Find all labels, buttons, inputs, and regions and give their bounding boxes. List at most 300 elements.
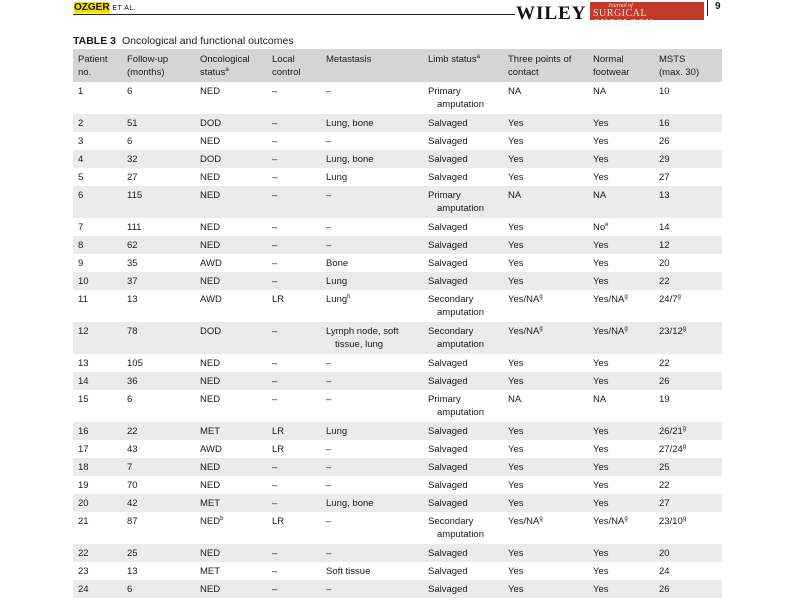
cell-text: NED — [200, 516, 221, 527]
table-cell — [73, 236, 122, 254]
cell-text: LR — [272, 516, 285, 527]
table-cell — [588, 562, 654, 580]
cell-text: Yes — [593, 444, 609, 455]
cell-text: 24/7 — [659, 294, 678, 305]
cell-text: NED — [200, 480, 221, 491]
table-cell — [195, 544, 267, 562]
table-cell — [588, 372, 654, 390]
cell-text: – — [272, 462, 278, 473]
table-cell — [73, 458, 122, 476]
cell-text: 23 — [78, 566, 89, 577]
cell-text: 26/21 — [659, 426, 683, 437]
table-cell — [503, 168, 588, 186]
table-cell — [267, 512, 321, 544]
cell-text: – — [272, 222, 278, 233]
cell-text: AWD — [200, 444, 222, 455]
table-cell — [321, 186, 423, 218]
cell-text: Yes — [508, 584, 524, 595]
table-cell — [122, 354, 195, 372]
cell-text: Yes — [508, 276, 524, 287]
table-cell — [423, 390, 503, 422]
cell-text: Salvaged — [428, 154, 468, 165]
table-cell — [267, 150, 321, 168]
table-cell — [588, 236, 654, 254]
cell-text: Yes — [508, 480, 524, 491]
cell-text: NED — [200, 240, 221, 251]
cell-text: 3 — [78, 136, 84, 147]
header-rule — [73, 14, 515, 15]
table-cell — [423, 580, 503, 598]
table-cell — [588, 390, 654, 422]
cell-text: – — [272, 358, 278, 369]
table-cell — [195, 218, 267, 236]
cell-text: Salvaged — [428, 258, 468, 269]
table-cell — [73, 322, 122, 354]
table-cell — [654, 544, 722, 562]
table-cell — [503, 132, 588, 150]
table-cell — [423, 82, 503, 114]
table-cell — [73, 290, 122, 322]
table-cell — [321, 82, 423, 114]
cell-text: – — [272, 498, 278, 509]
cell-text: Primary — [428, 190, 461, 201]
table-cell — [267, 544, 321, 562]
table-cell — [321, 290, 423, 322]
cell-text: Yes — [508, 258, 524, 269]
table-cell — [588, 272, 654, 290]
cell-text: 16 — [78, 426, 89, 437]
table-cell — [122, 458, 195, 476]
table-cell — [654, 218, 722, 236]
table-cell — [654, 354, 722, 372]
table-row — [73, 218, 722, 236]
cell-text: Salvaged — [428, 276, 468, 287]
table-row — [73, 562, 722, 580]
table-row — [73, 82, 722, 114]
cell-text: Lung — [326, 294, 348, 305]
table-cell — [588, 512, 654, 544]
table-cell — [267, 372, 321, 390]
column-header-line: Patient — [78, 54, 108, 65]
column-header-line: (months) — [127, 67, 165, 78]
table-cell — [321, 512, 423, 544]
cell-text: 111 — [127, 222, 142, 233]
table-title: Oncological and functional outcomes — [121, 35, 294, 47]
cell-text: Salvaged — [428, 136, 468, 147]
table-cell — [267, 476, 321, 494]
cell-text: Salvaged — [428, 462, 468, 473]
table-cell — [423, 440, 503, 458]
table-cell — [321, 476, 423, 494]
column-header — [267, 49, 321, 82]
cell-text: 23/12 — [659, 326, 683, 337]
cell-text: NA — [508, 190, 522, 201]
table-cell — [588, 168, 654, 186]
cell-text: 24 — [659, 566, 670, 577]
cell-text: – — [326, 136, 332, 147]
table-cell — [267, 422, 321, 440]
cell-text: Yes — [593, 480, 609, 491]
footnote-marker: a — [476, 54, 480, 60]
table-cell — [321, 562, 423, 580]
table-cell — [122, 150, 195, 168]
table-cell — [588, 544, 654, 562]
cell-text: No — [593, 222, 606, 233]
cell-text: – — [272, 548, 278, 559]
cell-text: 22 — [659, 358, 670, 369]
table-cell — [588, 322, 654, 354]
table-cell — [122, 254, 195, 272]
table-cell — [267, 458, 321, 476]
column-header — [122, 49, 195, 82]
cell-text: – — [326, 444, 332, 455]
cell-text: Salvaged — [428, 172, 468, 183]
cell-text: 22 — [659, 276, 670, 287]
cell-text: MET — [200, 426, 221, 437]
table-cell — [195, 372, 267, 390]
cell-text: 1 — [78, 86, 84, 97]
table-cell — [503, 290, 588, 322]
table-cell — [654, 132, 722, 150]
cell-text: NED — [200, 584, 221, 595]
cell-text: Yes — [593, 462, 609, 473]
table-cell — [654, 236, 722, 254]
table-cell — [267, 168, 321, 186]
cell-text: Yes — [508, 240, 524, 251]
cell-text: 51 — [127, 118, 138, 129]
cell-text: NA — [593, 190, 607, 201]
table-cell — [267, 390, 321, 422]
table-cell — [654, 390, 722, 422]
cell-text: 14 — [659, 222, 670, 233]
table-row — [73, 458, 722, 476]
table-cell — [588, 422, 654, 440]
cell-text: MET — [200, 498, 221, 509]
table-row — [73, 440, 722, 458]
cell-text: 22 — [127, 426, 138, 437]
table-cell — [423, 254, 503, 272]
table-cell — [73, 354, 122, 372]
table-cell — [122, 290, 195, 322]
table-cell — [195, 494, 267, 512]
table-cell — [588, 186, 654, 218]
table-cell — [503, 114, 588, 132]
cell-text: – — [326, 516, 332, 527]
cell-text: Yes — [593, 548, 609, 559]
cell-text: NED — [200, 222, 221, 233]
table-body — [73, 82, 722, 598]
cell-text: 5 — [78, 172, 84, 183]
cell-text: Yes — [508, 358, 524, 369]
cell-text: 13 — [659, 190, 670, 201]
table-cell — [423, 476, 503, 494]
table-cell — [73, 512, 122, 544]
cell-text: Yes/NA — [593, 326, 625, 337]
page-header — [0, 0, 800, 29]
cell-text: Yes/NA — [593, 516, 625, 527]
cell-text: LR — [272, 444, 285, 455]
table-cell — [267, 322, 321, 354]
cell-text: 15 — [78, 394, 89, 405]
cell-text: Lung, bone — [326, 154, 374, 165]
table-cell — [423, 236, 503, 254]
table-row — [73, 476, 722, 494]
cell-text: 36 — [127, 376, 138, 387]
table-cell — [654, 422, 722, 440]
table-cell — [423, 272, 503, 290]
cell-text: NA — [593, 394, 607, 405]
cell-text: NED — [200, 358, 221, 369]
cell-text: 8 — [78, 240, 84, 251]
cell-text: Yes — [593, 118, 609, 129]
cell-text: 7 — [78, 222, 84, 233]
table-cell — [423, 494, 503, 512]
table-row — [73, 494, 722, 512]
table-cell — [122, 390, 195, 422]
table-cell — [654, 150, 722, 168]
table-cell — [588, 82, 654, 114]
table-cell — [321, 494, 423, 512]
table-cell — [73, 422, 122, 440]
table-cell — [73, 150, 122, 168]
table-cell — [423, 354, 503, 372]
table-cell — [503, 512, 588, 544]
table-cell — [73, 82, 122, 114]
table-cell — [122, 512, 195, 544]
cell-text: Salvaged — [428, 426, 468, 437]
cell-text: Salvaged — [428, 222, 468, 233]
cell-text: 12 — [78, 326, 89, 337]
cell-text: 14 — [78, 376, 89, 387]
table-cell — [423, 150, 503, 168]
table-cell — [321, 150, 423, 168]
table-cell — [195, 458, 267, 476]
table-cell — [122, 476, 195, 494]
table-cell — [503, 150, 588, 168]
table-cell — [195, 114, 267, 132]
column-header — [588, 49, 654, 82]
cell-text: Secondary — [428, 516, 474, 527]
column-header-line: footwear — [593, 67, 630, 78]
table-cell — [503, 562, 588, 580]
table-cell — [588, 494, 654, 512]
table-cell — [195, 354, 267, 372]
cell-text: 4 — [78, 154, 84, 165]
cell-text: Salvaged — [428, 548, 468, 559]
cell-text: NED — [200, 394, 221, 405]
footnote-marker: a — [225, 67, 229, 73]
footnote-marker: g — [539, 294, 543, 300]
journal-logo: Journal of SURGICAL ONCOLOGY — [590, 2, 704, 20]
cell-text: Yes — [593, 566, 609, 577]
table-cell — [654, 440, 722, 458]
table-cell — [503, 82, 588, 114]
cell-text: MET — [200, 566, 221, 577]
table-cell — [195, 562, 267, 580]
cell-text: – — [272, 86, 278, 97]
cell-text: Bone — [326, 258, 349, 269]
table-cell — [503, 354, 588, 372]
cell-text: Secondary — [428, 294, 474, 305]
cell-text: Salvaged — [428, 498, 468, 509]
cell-text: Salvaged — [428, 584, 468, 595]
cell-text: 6 — [78, 190, 84, 201]
column-header-line: Metastasis — [326, 54, 372, 65]
table-cell — [321, 236, 423, 254]
cell-text: Lymph node, soft — [326, 326, 399, 337]
cell-text: 27/24 — [659, 444, 683, 455]
table-cell — [195, 132, 267, 150]
cell-text: Yes — [593, 358, 609, 369]
table-cell — [195, 476, 267, 494]
table-cell — [423, 422, 503, 440]
table-cell — [503, 218, 588, 236]
table-cell — [423, 114, 503, 132]
cell-text: 42 — [127, 498, 138, 509]
cell-text: Yes — [593, 376, 609, 387]
table-cell — [588, 132, 654, 150]
cell-text: Yes/NA — [508, 326, 540, 337]
table-row — [73, 372, 722, 390]
cell-text: 6 — [127, 86, 133, 97]
cell-text: Yes — [508, 426, 524, 437]
table-row — [73, 390, 722, 422]
table-cell — [195, 322, 267, 354]
cell-text: Yes — [508, 222, 524, 233]
cell-text: NED — [200, 276, 221, 287]
cell-text: Yes — [508, 566, 524, 577]
column-header-line: contact — [508, 67, 539, 78]
cell-text: 16 — [659, 118, 670, 129]
table-row — [73, 132, 722, 150]
table-cell — [195, 440, 267, 458]
table-cell — [122, 168, 195, 186]
cell-text: Yes — [508, 444, 524, 455]
table-cell — [195, 236, 267, 254]
table-cell — [654, 494, 722, 512]
cell-text: 29 — [659, 154, 670, 165]
cell-text: 27 — [127, 172, 138, 183]
outcomes-table — [73, 49, 722, 598]
cell-text: NED — [200, 190, 221, 201]
table-cell — [122, 494, 195, 512]
cell-text: Primary — [428, 394, 461, 405]
table-cell — [654, 272, 722, 290]
table-row — [73, 322, 722, 354]
cell-text: – — [272, 190, 278, 201]
table-cell — [122, 562, 195, 580]
column-header-line: (max. 30) — [659, 67, 700, 78]
cell-text: Salvaged — [428, 118, 468, 129]
cell-text: – — [272, 172, 278, 183]
cell-text: 17 — [78, 444, 89, 455]
cell-text: 11 — [78, 294, 88, 305]
table-cell — [73, 494, 122, 512]
cell-text: 62 — [127, 240, 138, 251]
footnote-marker: g — [682, 444, 687, 450]
table-cell — [654, 562, 722, 580]
table-cell — [321, 322, 423, 354]
cell-text: amputation — [437, 529, 485, 540]
footnote-marker: b — [220, 516, 224, 522]
table-cell — [321, 354, 423, 372]
table-cell — [654, 580, 722, 598]
cell-text: – — [272, 566, 278, 577]
table-cell — [654, 168, 722, 186]
cell-text: NA — [508, 86, 522, 97]
table-cell — [503, 544, 588, 562]
cell-text: 27 — [659, 498, 670, 509]
column-header-line: status — [200, 67, 226, 78]
cell-text: – — [326, 394, 332, 405]
table-cell — [195, 272, 267, 290]
table-cell — [122, 82, 195, 114]
cell-text: Lung, bone — [326, 498, 374, 509]
table-row — [73, 580, 722, 598]
cell-text: Yes — [508, 376, 524, 387]
cell-text: 105 — [127, 358, 143, 369]
table-cell — [195, 512, 267, 544]
table-cell — [503, 494, 588, 512]
table-cell — [654, 254, 722, 272]
table-row — [73, 544, 722, 562]
table-cell — [195, 186, 267, 218]
table-cell — [654, 322, 722, 354]
cell-text: NED — [200, 376, 221, 387]
table-cell — [503, 458, 588, 476]
table-cell — [73, 476, 122, 494]
table-cell — [503, 476, 588, 494]
cell-text: Lung — [326, 276, 348, 287]
column-header — [195, 49, 267, 82]
cell-text: Yes/NA — [508, 294, 540, 305]
table-cell — [321, 422, 423, 440]
cell-text: Yes — [593, 276, 609, 287]
table-cell — [654, 186, 722, 218]
cell-text: Salvaged — [428, 376, 468, 387]
cell-text: – — [326, 548, 332, 559]
cell-text: Salvaged — [428, 566, 468, 577]
table-caption — [73, 35, 294, 47]
table-cell — [122, 580, 195, 598]
cell-text: 9 — [78, 258, 84, 269]
cell-text: 7 — [127, 462, 133, 473]
cell-text: 22 — [659, 480, 670, 491]
cell-text: Yes — [508, 462, 524, 473]
table-cell — [73, 218, 122, 236]
table-cell — [654, 512, 722, 544]
cell-text: 6 — [127, 584, 133, 595]
table-row — [73, 422, 722, 440]
table-cell — [321, 458, 423, 476]
table-cell — [588, 354, 654, 372]
table-cell — [321, 218, 423, 236]
cell-text: – — [272, 258, 278, 269]
footnote-marker: e — [605, 222, 609, 228]
table-cell — [503, 322, 588, 354]
cell-text: – — [272, 394, 278, 405]
cell-text: 10 — [78, 276, 89, 287]
table-cell — [423, 562, 503, 580]
cell-text: Salvaged — [428, 358, 468, 369]
table-cell — [122, 186, 195, 218]
cell-text: Yes — [593, 136, 609, 147]
cell-text: Yes — [508, 498, 524, 509]
table-cell — [73, 544, 122, 562]
cell-text: – — [326, 376, 332, 387]
table-row — [73, 186, 722, 218]
cell-text: AWD — [200, 258, 222, 269]
